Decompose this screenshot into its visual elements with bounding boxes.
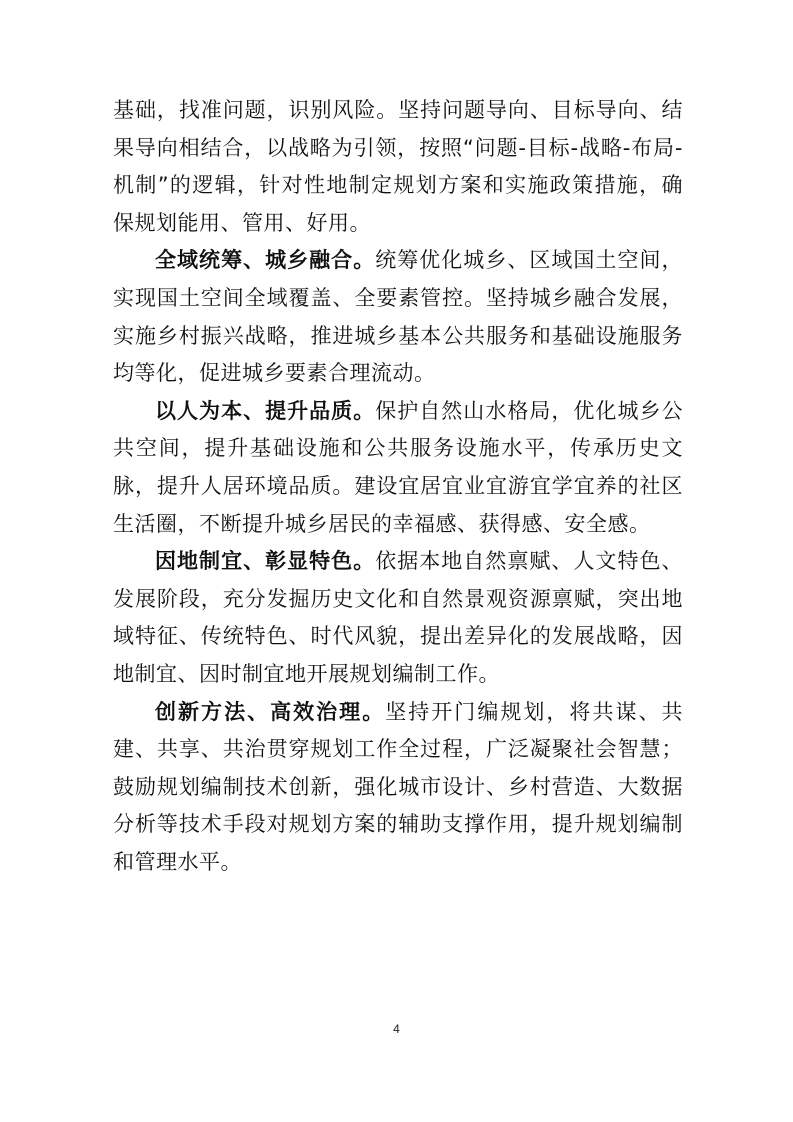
paragraph-text: 依据本地自然禀赋、人文特色、发展阶段，充分发掘历史文化和自然景观资源禀赋，突出地域特征、传统特色、时代风貌，提出差异化的发展战略，因地制宜、因时制宜地开展规划编制工作。 xyxy=(113,549,684,686)
paragraph-continuation xyxy=(113,92,683,242)
paragraph-text: 坚持开门编规划，将共谋、共建、共享、共治贯穿规划工作全过程，广泛凝聚社会智慧；鼓励规划编制技术创新，强化城市设计、乡村营造、大数据分析等技术手段对规划方案的辅助支撑作用，提升规划编制和管理水平。 xyxy=(113,699,684,874)
paragraph-overall-coordination xyxy=(113,242,683,392)
page-number: 4 xyxy=(393,1022,400,1036)
paragraph-heading: 因地制宜、彰显特色。 xyxy=(155,549,376,574)
paragraph-innovation-governance xyxy=(113,694,683,882)
paragraph-local-characteristics xyxy=(113,543,683,693)
paragraph-text: 基础，找准问题，识别风险。坚持问题导向、目标导向、结果导向相结合，以战略为引领，按照“问题-目标-战略-布局-机制”的逻辑，针对性地制定规划方案和实施政策措施，确保规划能用、管用、好用。 xyxy=(113,98,683,235)
paragraph-text: 保护自然山水格局，优化城乡公共空间，提升基础设施和公共服务设施水平，传承历史文脉，提升人居环境品质。建设宜居宜业宜游宜学宜养的社区生活圈，不断提升城乡居民的幸福感、获得感、安全感。 xyxy=(113,398,684,536)
paragraph-heading: 以人为本、提升品质。 xyxy=(155,398,376,423)
document-body xyxy=(113,92,683,881)
paragraph-text: 统筹优化城乡、区域国土空间，实现国土空间全域覆盖、全要素管控。坚持城乡融合发展，实施乡村振兴战略，推进城乡基本公共服务和基础设施服务均等化，促进城乡要素合理流动。 xyxy=(113,248,684,386)
paragraph-heading: 创新方法、高效治理。 xyxy=(155,699,386,724)
paragraph-heading: 全域统筹、城乡融合。 xyxy=(155,248,376,273)
paragraph-people-oriented xyxy=(113,393,683,543)
